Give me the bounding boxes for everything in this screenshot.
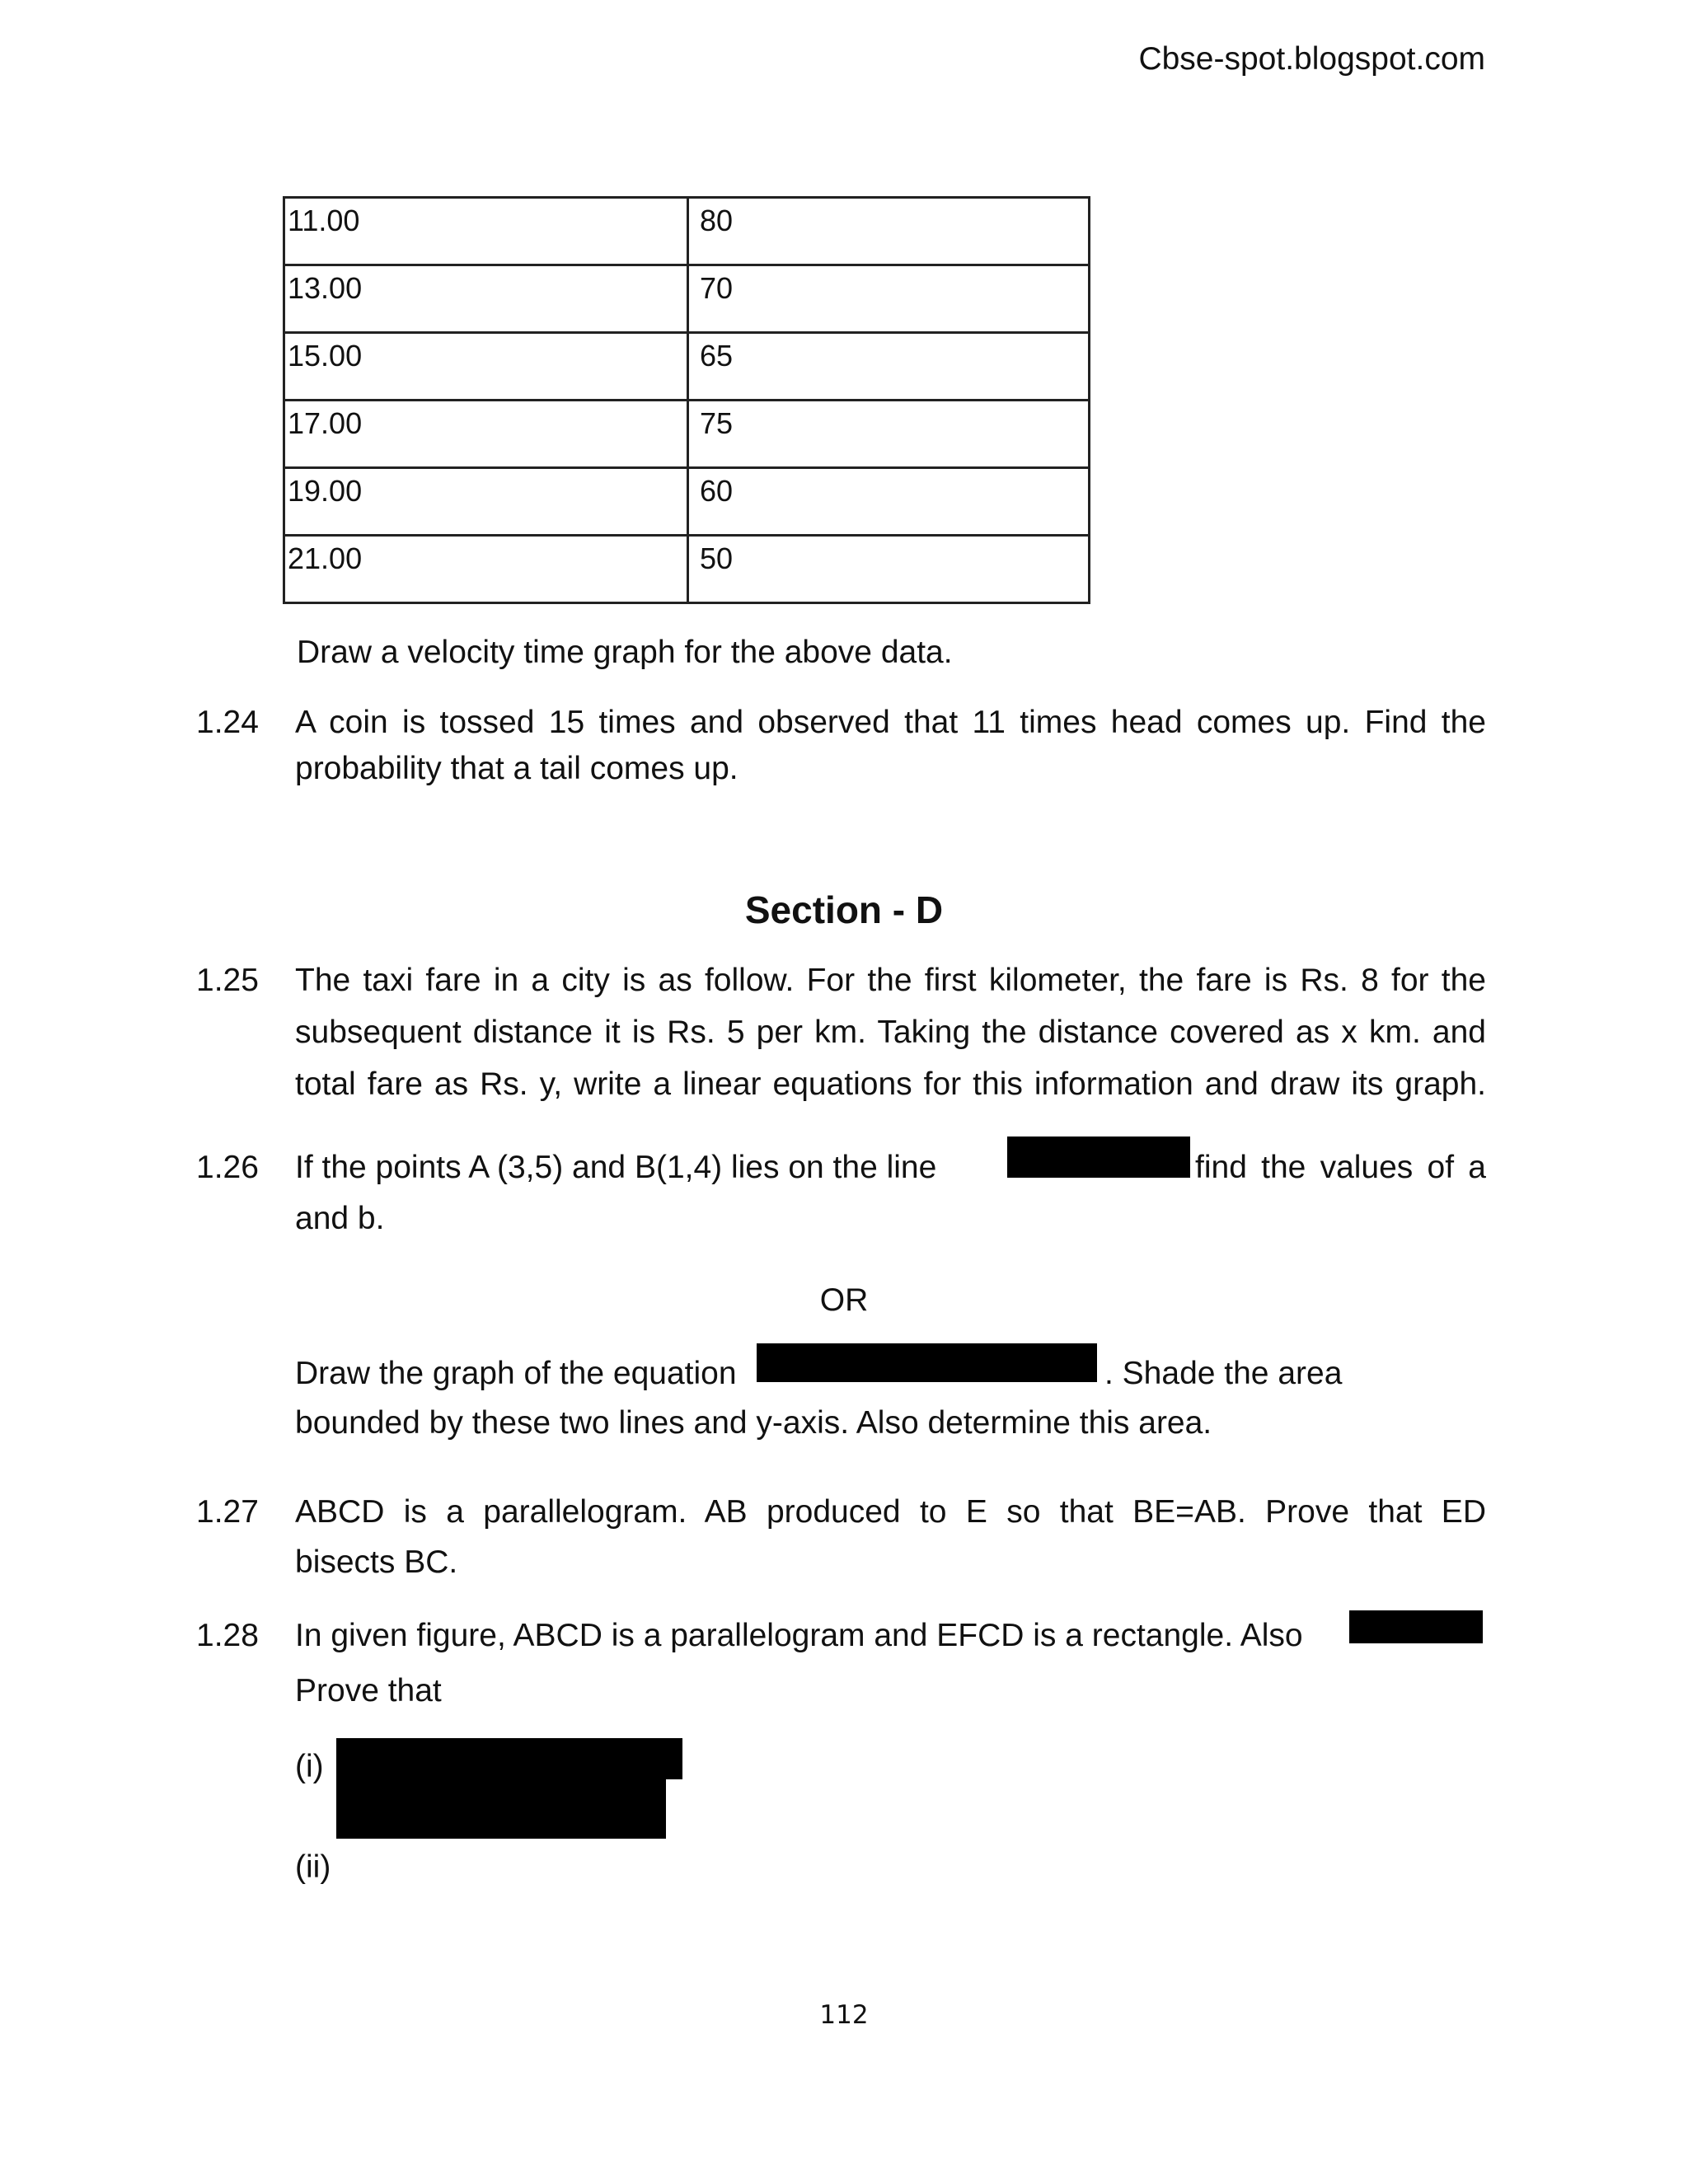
q26-line-1a: If the points A (3,5) and B(1,4) lies on the line: [295, 1150, 937, 1185]
q26-line-1b: find the values of a: [1195, 1150, 1486, 1185]
q28-item-ii: (ii): [295, 1849, 331, 1885]
time-cell: 11.00: [284, 198, 688, 265]
q24-line-2: probability that a tail comes up.: [295, 751, 738, 786]
q23-instruction: Draw a velocity time graph for the above data.: [297, 635, 953, 670]
table-row: [284, 536, 1090, 603]
velocity-cell: 80: [688, 198, 1090, 265]
page-number: 112: [819, 2000, 869, 2030]
velocity-cell: 75: [688, 401, 1090, 468]
redacted-proof-i-cont: [336, 1779, 666, 1839]
q28-line-2: Prove that: [295, 1673, 442, 1708]
redacted-condition: [1349, 1610, 1483, 1643]
table-row: [284, 401, 1090, 468]
q26-alt-line-1a: Draw the graph of the equation: [295, 1356, 737, 1391]
q24-number: 1.24: [196, 705, 259, 740]
table-row: [284, 468, 1090, 536]
time-cell: 13.00: [284, 265, 688, 333]
velocity-cell: 50: [688, 536, 1090, 603]
q24-line-1: A coin is tossed 15 times and observed that 11 times head comes up. Find the: [295, 705, 1486, 740]
time-cell: 19.00: [284, 468, 688, 536]
q28-line-1: In given figure, ABCD is a parallelogram and EFCD is a rectangle. Also: [295, 1618, 1303, 1653]
time-cell: 21.00: [284, 536, 688, 603]
q26-number: 1.26: [196, 1150, 259, 1185]
q27-line-2: bisects BC.: [295, 1544, 458, 1580]
or-separator: OR: [819, 1282, 869, 1318]
velocity-cell: 70: [688, 265, 1090, 333]
time-cell: 17.00: [284, 401, 688, 468]
redacted-proof-i: [336, 1738, 682, 1779]
velocity-cell: 65: [688, 333, 1090, 401]
velocity-cell: 60: [688, 468, 1090, 536]
table-row: [284, 265, 1090, 333]
q27-number: 1.27: [196, 1494, 259, 1530]
q28-number: 1.28: [196, 1618, 259, 1653]
velocity-time-table: [283, 196, 1090, 604]
table-row: [284, 333, 1090, 401]
q26-line-2: and b.: [295, 1201, 385, 1236]
q25-line-1: The taxi fare in a city is as follow. For the first kilometer, the fare is Rs. 8 for the: [295, 963, 1486, 998]
q25-line-3: total fare as Rs. y, write a linear equations for this information and draw its graph.: [295, 1066, 1486, 1102]
header-site-url: Cbse-spot.blogspot.com: [1138, 41, 1485, 77]
redacted-equation-1: [1007, 1137, 1190, 1178]
q28-item-i: (i): [295, 1749, 324, 1784]
time-cell: 15.00: [284, 333, 688, 401]
q26-alt-line-2: bounded by these two lines and y-axis. Also determine this area.: [295, 1405, 1212, 1441]
redacted-equation-2: [757, 1343, 1097, 1382]
q27-line-1: ABCD is a parallelogram. AB produced to E so that BE=AB. Prove that ED: [295, 1494, 1486, 1530]
q25-line-2: subsequent distance it is Rs. 5 per km. Taking the distance covered as x km. and: [295, 1015, 1486, 1050]
q26-alt-line-1b: . Shade the area: [1104, 1356, 1343, 1391]
q25-number: 1.25: [196, 963, 259, 998]
section-title: Section - D: [744, 888, 944, 931]
table-row: [284, 198, 1090, 265]
